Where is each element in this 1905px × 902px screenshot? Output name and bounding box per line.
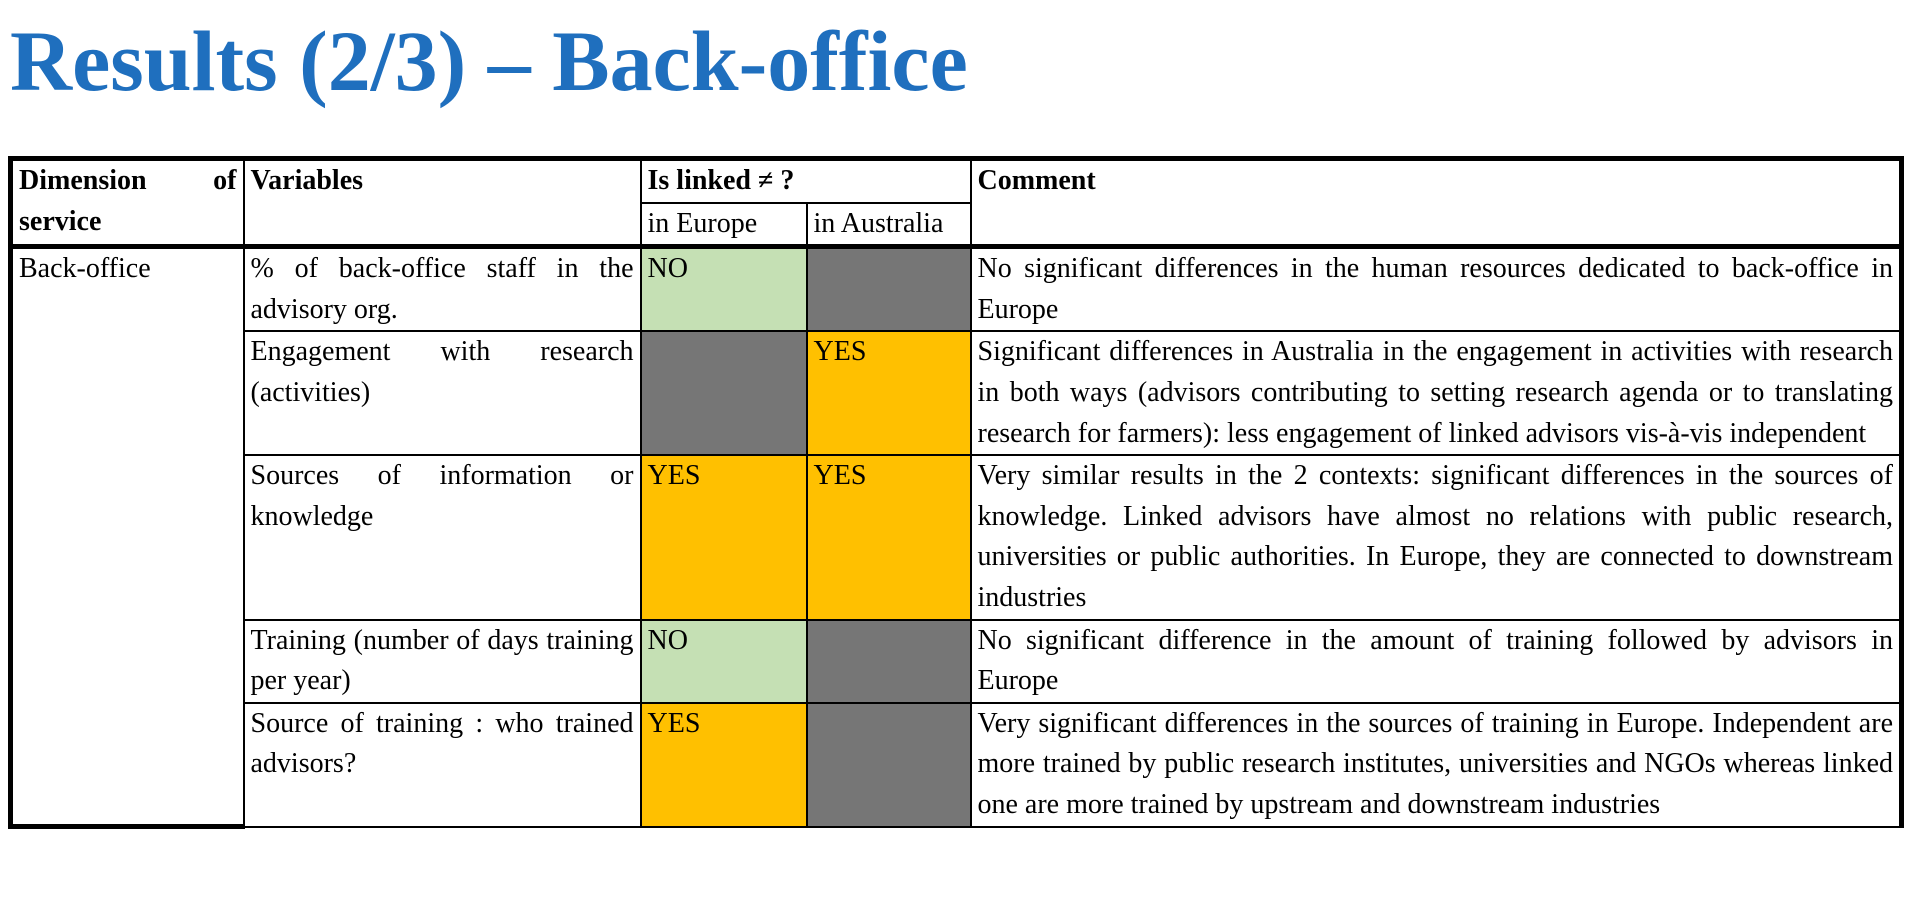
table-row [11, 620, 1902, 703]
europe-cell: YES [641, 455, 807, 619]
header-row [11, 159, 1902, 203]
comment-cell: No significant differences in the human resources dedicated to back-office in Europe [971, 247, 1902, 332]
variable-cell: % of back-office staff in the advisory org. [244, 247, 641, 332]
table-row [11, 455, 1902, 619]
australia-cell [807, 620, 971, 703]
australia-cell [807, 703, 971, 827]
table-row [11, 703, 1902, 827]
variable-cell: Source of training : who trained advisors? [244, 703, 641, 827]
table-row [11, 331, 1902, 455]
results-table [8, 156, 1904, 829]
variable-cell: Sources of information or knowledge [244, 455, 641, 619]
australia-cell: YES [807, 455, 971, 619]
australia-cell [807, 247, 971, 332]
header-in-australia: in Australia [807, 203, 971, 247]
europe-cell: YES [641, 703, 807, 827]
header-in-europe: in Europe [641, 203, 807, 247]
header-comment: Comment [971, 159, 1902, 247]
comment-cell: Very significant differences in the sources of training in Europe. Independent are more trained by public research institutes, universities and NGOs whereas linked one are more trained by upstream and downstream industries [971, 703, 1902, 827]
europe-cell: NO [641, 620, 807, 703]
table-row [11, 247, 1902, 332]
header-is-linked: Is linked ≠ ? [641, 159, 971, 203]
header-dimension: Dimension of service [11, 159, 244, 247]
comment-cell: No significant difference in the amount of training followed by advisors in Europe [971, 620, 1902, 703]
variable-cell: Engagement with research (activities) [244, 331, 641, 455]
europe-cell [641, 331, 807, 455]
page-title: Results (2/3) – Back-office [10, 13, 968, 109]
comment-cell: Significant differences in Australia in the engagement in activities with research in both ways (advisors contributing to setting research agenda or to translating research for farmers): less engagement of linked advisors vis-à-vis independent [971, 331, 1902, 455]
australia-cell: YES [807, 331, 971, 455]
europe-cell: NO [641, 247, 807, 332]
header-variables: Variables [244, 159, 641, 247]
comment-cell: Very similar results in the 2 contexts: significant differences in the sources of knowledge. Linked advisors have almost no relations with public research, universities or public authorities. In Europe, they are connected to downstream industries [971, 455, 1902, 619]
dimension-cell: Back-office [11, 247, 244, 827]
variable-cell: Training (number of days training per year) [244, 620, 641, 703]
